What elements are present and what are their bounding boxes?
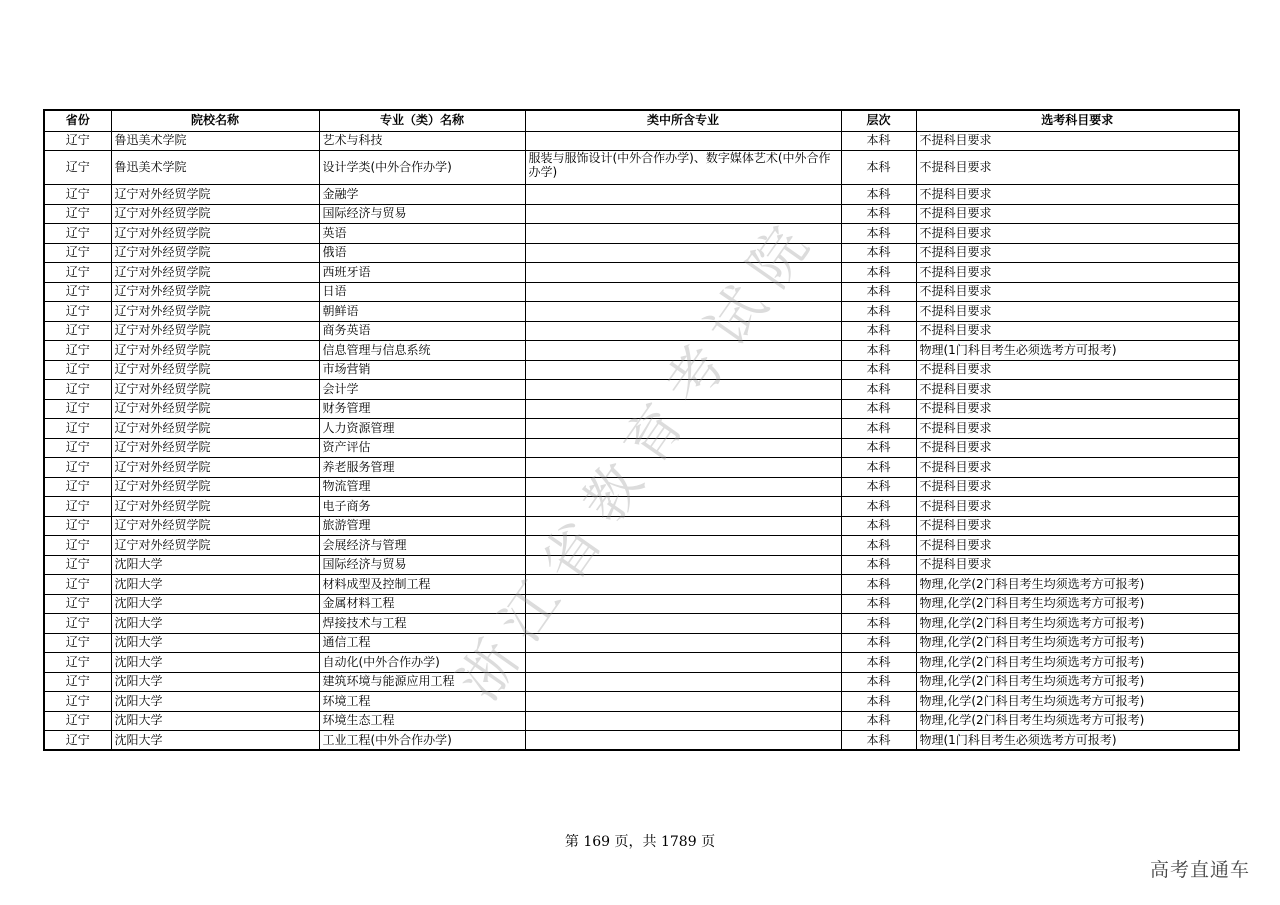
cell-province: 辽宁: [44, 341, 111, 361]
cell-sub-majors: [525, 341, 841, 361]
table-row: [44, 633, 1239, 653]
cell-school: 沈阳大学: [111, 633, 319, 653]
cell-school: 沈阳大学: [111, 731, 319, 751]
cell-sub-majors: [525, 575, 841, 595]
cell-level: 本科: [841, 151, 916, 185]
table-row: [44, 497, 1239, 517]
cell-major: 人力资源管理: [319, 419, 525, 439]
table-row: [44, 672, 1239, 692]
cell-subject-requirement: 不提科目要求: [916, 497, 1239, 517]
cell-province: 辽宁: [44, 458, 111, 478]
cell-level: 本科: [841, 614, 916, 634]
cell-subject-requirement: 物理(1门科目考生必须选考方可报考): [916, 341, 1239, 361]
cell-school: 鲁迅美术学院: [111, 151, 319, 185]
cell-school: 辽宁对外经贸学院: [111, 321, 319, 341]
cell-level: 本科: [841, 711, 916, 731]
cell-level: 本科: [841, 575, 916, 595]
cell-school: 沈阳大学: [111, 594, 319, 614]
cell-subject-requirement: 不提科目要求: [916, 419, 1239, 439]
cell-level: 本科: [841, 399, 916, 419]
cell-level: 本科: [841, 672, 916, 692]
table-row: [44, 341, 1239, 361]
cell-major: 信息管理与信息系统: [319, 341, 525, 361]
cell-sub-majors: [525, 131, 841, 151]
table-row: [44, 151, 1239, 185]
cell-major: 日语: [319, 282, 525, 302]
cell-province: 辽宁: [44, 594, 111, 614]
cell-subject-requirement: 不提科目要求: [916, 438, 1239, 458]
table-row: [44, 399, 1239, 419]
cell-province: 辽宁: [44, 438, 111, 458]
cell-province: 辽宁: [44, 633, 111, 653]
cell-major: 俄语: [319, 243, 525, 263]
cell-province: 辽宁: [44, 185, 111, 205]
table-row: [44, 302, 1239, 322]
cell-level: 本科: [841, 321, 916, 341]
cell-subject-requirement: 不提科目要求: [916, 399, 1239, 419]
cell-province: 辽宁: [44, 399, 111, 419]
cell-major: 通信工程: [319, 633, 525, 653]
cell-level: 本科: [841, 380, 916, 400]
cell-school: 辽宁对外经贸学院: [111, 204, 319, 224]
cell-major: 财务管理: [319, 399, 525, 419]
cell-sub-majors: [525, 360, 841, 380]
cell-province: 辽宁: [44, 302, 111, 322]
cell-province: 辽宁: [44, 360, 111, 380]
cell-sub-majors: [525, 438, 841, 458]
cell-level: 本科: [841, 360, 916, 380]
cell-province: 辽宁: [44, 711, 111, 731]
cell-level: 本科: [841, 302, 916, 322]
cell-level: 本科: [841, 204, 916, 224]
cell-province: 辽宁: [44, 575, 111, 595]
cell-level: 本科: [841, 341, 916, 361]
table-row: [44, 380, 1239, 400]
cell-sub-majors: [525, 594, 841, 614]
cell-province: 辽宁: [44, 263, 111, 283]
cell-major: 养老服务管理: [319, 458, 525, 478]
cell-major: 工业工程(中外合作办学): [319, 731, 525, 751]
cell-province: 辽宁: [44, 516, 111, 536]
cell-sub-majors: [525, 497, 841, 517]
cell-province: 辽宁: [44, 224, 111, 244]
cell-major: 艺术与科技: [319, 131, 525, 151]
cell-sub-majors: [525, 282, 841, 302]
cell-subject-requirement: 物理,化学(2门科目考生均须选考方可报考): [916, 614, 1239, 634]
cell-subject-requirement: 不提科目要求: [916, 516, 1239, 536]
cell-major: 材料成型及控制工程: [319, 575, 525, 595]
cell-subject-requirement: 物理,化学(2门科目考生均须选考方可报考): [916, 692, 1239, 712]
cell-sub-majors: [525, 672, 841, 692]
cell-province: 辽宁: [44, 692, 111, 712]
cell-subject-requirement: 物理,化学(2门科目考生均须选考方可报考): [916, 653, 1239, 673]
watermark: 浙江省教育考试院: [446, 203, 831, 713]
cell-level: 本科: [841, 692, 916, 712]
brand-logo-text: 高考直通车: [1149, 859, 1250, 881]
cell-major: 电子商务: [319, 497, 525, 517]
cell-sub-majors: 服装与服饰设计(中外合作办学)、数字媒体艺术(中外合作办学): [525, 151, 841, 185]
cell-major: 英语: [319, 224, 525, 244]
header-subject-requirement: 选考科目要求: [916, 110, 1239, 131]
cell-school: 辽宁对外经贸学院: [111, 458, 319, 478]
table-row: [44, 692, 1239, 712]
cell-level: 本科: [841, 516, 916, 536]
cell-level: 本科: [841, 594, 916, 614]
cell-school: 沈阳大学: [111, 575, 319, 595]
cell-major: 自动化(中外合作办学): [319, 653, 525, 673]
table-body: [44, 131, 1239, 750]
cell-level: 本科: [841, 536, 916, 556]
cell-province: 辽宁: [44, 131, 111, 151]
cell-province: 辽宁: [44, 672, 111, 692]
cell-sub-majors: [525, 516, 841, 536]
table-row: [44, 204, 1239, 224]
cell-sub-majors: [525, 263, 841, 283]
cell-level: 本科: [841, 555, 916, 575]
cell-level: 本科: [841, 263, 916, 283]
header-sub-majors: 类中所含专业: [525, 110, 841, 131]
cell-sub-majors: [525, 302, 841, 322]
table-row: [44, 516, 1239, 536]
cell-school: 沈阳大学: [111, 555, 319, 575]
cell-level: 本科: [841, 497, 916, 517]
cell-level: 本科: [841, 458, 916, 478]
table-row: [44, 131, 1239, 151]
table-header-row: [44, 110, 1239, 131]
table-row: [44, 243, 1239, 263]
cell-province: 辽宁: [44, 731, 111, 751]
table-row: [44, 575, 1239, 595]
table-row: [44, 731, 1239, 751]
table-row: [44, 594, 1239, 614]
cell-sub-majors: [525, 614, 841, 634]
table-row: [44, 263, 1239, 283]
cell-school: 辽宁对外经贸学院: [111, 536, 319, 556]
cell-level: 本科: [841, 477, 916, 497]
cell-level: 本科: [841, 653, 916, 673]
cell-major: 建筑环境与能源应用工程: [319, 672, 525, 692]
cell-school: 沈阳大学: [111, 672, 319, 692]
cell-major: 金融学: [319, 185, 525, 205]
cell-school: 辽宁对外经贸学院: [111, 263, 319, 283]
cell-sub-majors: [525, 204, 841, 224]
cell-subject-requirement: 不提科目要求: [916, 263, 1239, 283]
cell-subject-requirement: 不提科目要求: [916, 477, 1239, 497]
cell-subject-requirement: 不提科目要求: [916, 555, 1239, 575]
admission-table: [43, 109, 1240, 751]
cell-school: 鲁迅美术学院: [111, 131, 319, 151]
cell-sub-majors: [525, 555, 841, 575]
cell-sub-majors: [525, 731, 841, 751]
table-row: [44, 185, 1239, 205]
cell-school: 辽宁对外经贸学院: [111, 185, 319, 205]
cell-school: 辽宁对外经贸学院: [111, 282, 319, 302]
cell-sub-majors: [525, 380, 841, 400]
table-row: [44, 653, 1239, 673]
cell-province: 辽宁: [44, 477, 111, 497]
cell-school: 辽宁对外经贸学院: [111, 243, 319, 263]
cell-school: 沈阳大学: [111, 653, 319, 673]
header-level: 层次: [841, 110, 916, 131]
table-row: [44, 614, 1239, 634]
cell-major: 环境生态工程: [319, 711, 525, 731]
cell-major: 国际经济与贸易: [319, 204, 525, 224]
cell-major: 会展经济与管理: [319, 536, 525, 556]
page-number: 第 169 页，共 1789 页: [564, 834, 716, 850]
cell-province: 辽宁: [44, 243, 111, 263]
cell-sub-majors: [525, 477, 841, 497]
cell-level: 本科: [841, 731, 916, 751]
table-row: [44, 438, 1239, 458]
header-major: 专业（类）名称: [319, 110, 525, 131]
cell-sub-majors: [525, 536, 841, 556]
cell-school: 辽宁对外经贸学院: [111, 497, 319, 517]
cell-subject-requirement: 物理,化学(2门科目考生均须选考方可报考): [916, 672, 1239, 692]
header-province: 省份: [44, 110, 111, 131]
table-row: [44, 282, 1239, 302]
table-row: [44, 458, 1239, 478]
cell-major: 物流管理: [319, 477, 525, 497]
cell-school: 辽宁对外经贸学院: [111, 341, 319, 361]
cell-level: 本科: [841, 131, 916, 151]
cell-major: 环境工程: [319, 692, 525, 712]
cell-subject-requirement: 不提科目要求: [916, 360, 1239, 380]
table-row: [44, 477, 1239, 497]
cell-school: 沈阳大学: [111, 711, 319, 731]
cell-subject-requirement: 不提科目要求: [916, 536, 1239, 556]
table-row: [44, 360, 1239, 380]
cell-sub-majors: [525, 399, 841, 419]
cell-subject-requirement: 不提科目要求: [916, 321, 1239, 341]
cell-subject-requirement: 不提科目要求: [916, 282, 1239, 302]
cell-major: 市场营销: [319, 360, 525, 380]
cell-sub-majors: [525, 633, 841, 653]
cell-major: 旅游管理: [319, 516, 525, 536]
cell-sub-majors: [525, 711, 841, 731]
cell-sub-majors: [525, 224, 841, 244]
cell-province: 辽宁: [44, 282, 111, 302]
cell-school: 辽宁对外经贸学院: [111, 419, 319, 439]
cell-subject-requirement: 不提科目要求: [916, 151, 1239, 185]
cell-major: 会计学: [319, 380, 525, 400]
table-row: [44, 555, 1239, 575]
cell-province: 辽宁: [44, 555, 111, 575]
header-school: 院校名称: [111, 110, 319, 131]
cell-school: 沈阳大学: [111, 692, 319, 712]
cell-level: 本科: [841, 633, 916, 653]
table-row: [44, 419, 1239, 439]
cell-major: 西班牙语: [319, 263, 525, 283]
cell-subject-requirement: 不提科目要求: [916, 302, 1239, 322]
cell-province: 辽宁: [44, 497, 111, 517]
cell-province: 辽宁: [44, 380, 111, 400]
cell-subject-requirement: 物理,化学(2门科目考生均须选考方可报考): [916, 594, 1239, 614]
cell-major: 朝鲜语: [319, 302, 525, 322]
cell-sub-majors: [525, 692, 841, 712]
cell-major: 金属材料工程: [319, 594, 525, 614]
cell-province: 辽宁: [44, 151, 111, 185]
cell-school: 辽宁对外经贸学院: [111, 360, 319, 380]
cell-major: 资产评估: [319, 438, 525, 458]
cell-school: 辽宁对外经贸学院: [111, 438, 319, 458]
cell-school: 辽宁对外经贸学院: [111, 380, 319, 400]
cell-school: 辽宁对外经贸学院: [111, 516, 319, 536]
cell-major: 设计学类(中外合作办学): [319, 151, 525, 185]
cell-subject-requirement: 不提科目要求: [916, 243, 1239, 263]
cell-level: 本科: [841, 185, 916, 205]
cell-level: 本科: [841, 282, 916, 302]
cell-subject-requirement: 不提科目要求: [916, 185, 1239, 205]
cell-school: 辽宁对外经贸学院: [111, 477, 319, 497]
cell-subject-requirement: 物理,化学(2门科目考生均须选考方可报考): [916, 711, 1239, 731]
cell-province: 辽宁: [44, 614, 111, 634]
cell-school: 辽宁对外经贸学院: [111, 399, 319, 419]
table-row: [44, 711, 1239, 731]
cell-subject-requirement: 不提科目要求: [916, 380, 1239, 400]
cell-subject-requirement: 不提科目要求: [916, 224, 1239, 244]
cell-province: 辽宁: [44, 321, 111, 341]
cell-major: 国际经济与贸易: [319, 555, 525, 575]
cell-major: 商务英语: [319, 321, 525, 341]
cell-subject-requirement: 物理,化学(2门科目考生均须选考方可报考): [916, 575, 1239, 595]
cell-sub-majors: [525, 321, 841, 341]
cell-sub-majors: [525, 419, 841, 439]
cell-subject-requirement: 不提科目要求: [916, 204, 1239, 224]
table-row: [44, 224, 1239, 244]
cell-major: 焊接技术与工程: [319, 614, 525, 634]
cell-level: 本科: [841, 224, 916, 244]
cell-subject-requirement: 物理,化学(2门科目考生均须选考方可报考): [916, 633, 1239, 653]
cell-province: 辽宁: [44, 536, 111, 556]
table-row: [44, 536, 1239, 556]
cell-school: 辽宁对外经贸学院: [111, 302, 319, 322]
cell-sub-majors: [525, 458, 841, 478]
cell-sub-majors: [525, 185, 841, 205]
cell-province: 辽宁: [44, 419, 111, 439]
cell-subject-requirement: 物理(1门科目考生必须选考方可报考): [916, 731, 1239, 751]
cell-level: 本科: [841, 419, 916, 439]
cell-sub-majors: [525, 243, 841, 263]
cell-school: 沈阳大学: [111, 614, 319, 634]
cell-subject-requirement: 不提科目要求: [916, 458, 1239, 478]
cell-province: 辽宁: [44, 204, 111, 224]
cell-level: 本科: [841, 243, 916, 263]
table-row: [44, 321, 1239, 341]
cell-school: 辽宁对外经贸学院: [111, 224, 319, 244]
cell-sub-majors: [525, 653, 841, 673]
cell-province: 辽宁: [44, 653, 111, 673]
cell-level: 本科: [841, 438, 916, 458]
cell-subject-requirement: 不提科目要求: [916, 131, 1239, 151]
